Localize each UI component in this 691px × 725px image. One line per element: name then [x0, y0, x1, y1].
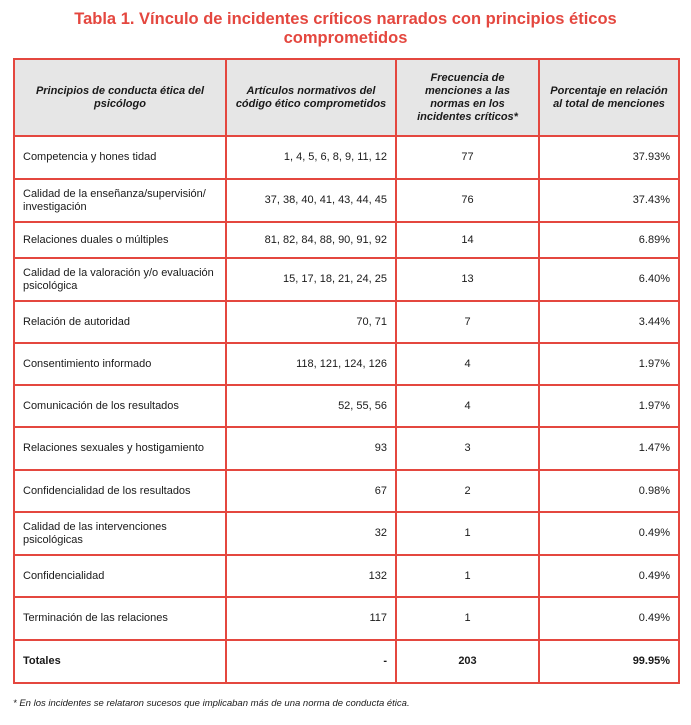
- table-row: [14, 343, 679, 385]
- ethics-incidents-table: [13, 58, 680, 684]
- cell-principle: Relación de autoridad: [14, 301, 226, 343]
- table-row: [14, 512, 679, 555]
- cell-frequency: 3: [396, 427, 539, 470]
- table-header-row: [14, 59, 679, 136]
- table-row: [14, 470, 679, 512]
- cell-principle: Relaciones duales o múltiples: [14, 222, 226, 258]
- cell-frequency: 4: [396, 385, 539, 427]
- table-row: [14, 136, 679, 179]
- header-frequency: Frecuencia de menciones a las normas en los incidentes críticos*: [396, 59, 539, 136]
- table-title-line-1: Tabla 1. Vínculo de incidentes críticos narrados con principios éticos: [74, 10, 617, 28]
- cell-frequency: 77: [396, 136, 539, 179]
- cell-articles: 118, 121, 124, 126: [226, 343, 396, 385]
- cell-percentage: 1.47%: [539, 427, 679, 470]
- cell-articles: 32: [226, 512, 396, 555]
- cell-percentage: 6.89%: [539, 222, 679, 258]
- table-row: [14, 427, 679, 470]
- totals-row: [14, 640, 679, 683]
- cell-articles: 52, 55, 56: [226, 385, 396, 427]
- cell-articles: 67: [226, 470, 396, 512]
- cell-percentage: 0.49%: [539, 597, 679, 640]
- cell-frequency: 13: [396, 258, 539, 301]
- cell-frequency: 1: [396, 512, 539, 555]
- table-row: [14, 597, 679, 640]
- cell-frequency: 14: [396, 222, 539, 258]
- header-percentage: Porcentaje en relación al total de menciones: [539, 59, 679, 136]
- cell-principle: Calidad de la valoración y/o evaluación psicológica: [14, 258, 226, 301]
- table-row: [14, 555, 679, 597]
- table-footnote: * En los incidentes se relataron sucesos que implicaban más de una norma de conducta ética.: [13, 698, 410, 709]
- cell-principle: Confidencialidad de los resultados: [14, 470, 226, 512]
- cell-principle: Competencia y hones tidad: [14, 136, 226, 179]
- cell-principle: Comunicación de los resultados: [14, 385, 226, 427]
- cell-principle: Calidad de las intervenciones psicológicas: [14, 512, 226, 555]
- cell-principle: Consentimiento informado: [14, 343, 226, 385]
- cell-articles: 70, 71: [226, 301, 396, 343]
- table-body: [14, 136, 679, 683]
- cell-frequency: 1: [396, 555, 539, 597]
- table-row: [14, 258, 679, 301]
- table-row: [14, 301, 679, 343]
- cell-articles: 37, 38, 40, 41, 43, 44, 45: [226, 179, 396, 222]
- cell-percentage: 37.93%: [539, 136, 679, 179]
- cell-articles: 117: [226, 597, 396, 640]
- cell-articles: 81, 82, 84, 88, 90, 91, 92: [226, 222, 396, 258]
- cell-articles: 15, 17, 18, 21, 24, 25: [226, 258, 396, 301]
- table-row: [14, 385, 679, 427]
- cell-frequency: 2: [396, 470, 539, 512]
- table-row: [14, 179, 679, 222]
- cell-principle: Relaciones sexuales y hostigamiento: [14, 427, 226, 470]
- cell-percentage: 0.49%: [539, 555, 679, 597]
- cell-articles: 1, 4, 5, 6, 8, 9, 11, 12: [226, 136, 396, 179]
- cell-percentage: 6.40%: [539, 258, 679, 301]
- cell-percentage: 1.97%: [539, 343, 679, 385]
- cell-percentage: 0.49%: [539, 512, 679, 555]
- totals-label: Totales: [14, 640, 226, 683]
- cell-percentage: 3.44%: [539, 301, 679, 343]
- cell-principle: Confidencialidad: [14, 555, 226, 597]
- totals-articles: -: [226, 640, 396, 683]
- cell-percentage: 1.97%: [539, 385, 679, 427]
- cell-principle: Terminación de las relaciones: [14, 597, 226, 640]
- cell-frequency: 76: [396, 179, 539, 222]
- cell-frequency: 7: [396, 301, 539, 343]
- header-principles: Principios de conducta ética del psicólogo: [14, 59, 226, 136]
- cell-principle: Calidad de la enseñanza/supervisión/ investigación: [14, 179, 226, 222]
- cell-articles: 132: [226, 555, 396, 597]
- cell-articles: 93: [226, 427, 396, 470]
- cell-frequency: 4: [396, 343, 539, 385]
- totals-percentage: 99.95%: [539, 640, 679, 683]
- table-row: [14, 222, 679, 258]
- table-title-line-2: comprometidos: [283, 29, 408, 47]
- cell-frequency: 1: [396, 597, 539, 640]
- cell-percentage: 0.98%: [539, 470, 679, 512]
- totals-frequency: 203: [396, 640, 539, 683]
- cell-percentage: 37.43%: [539, 179, 679, 222]
- header-articles: Artículos normativos del código ético comprometidos: [226, 59, 396, 136]
- table-title: [0, 10, 691, 48]
